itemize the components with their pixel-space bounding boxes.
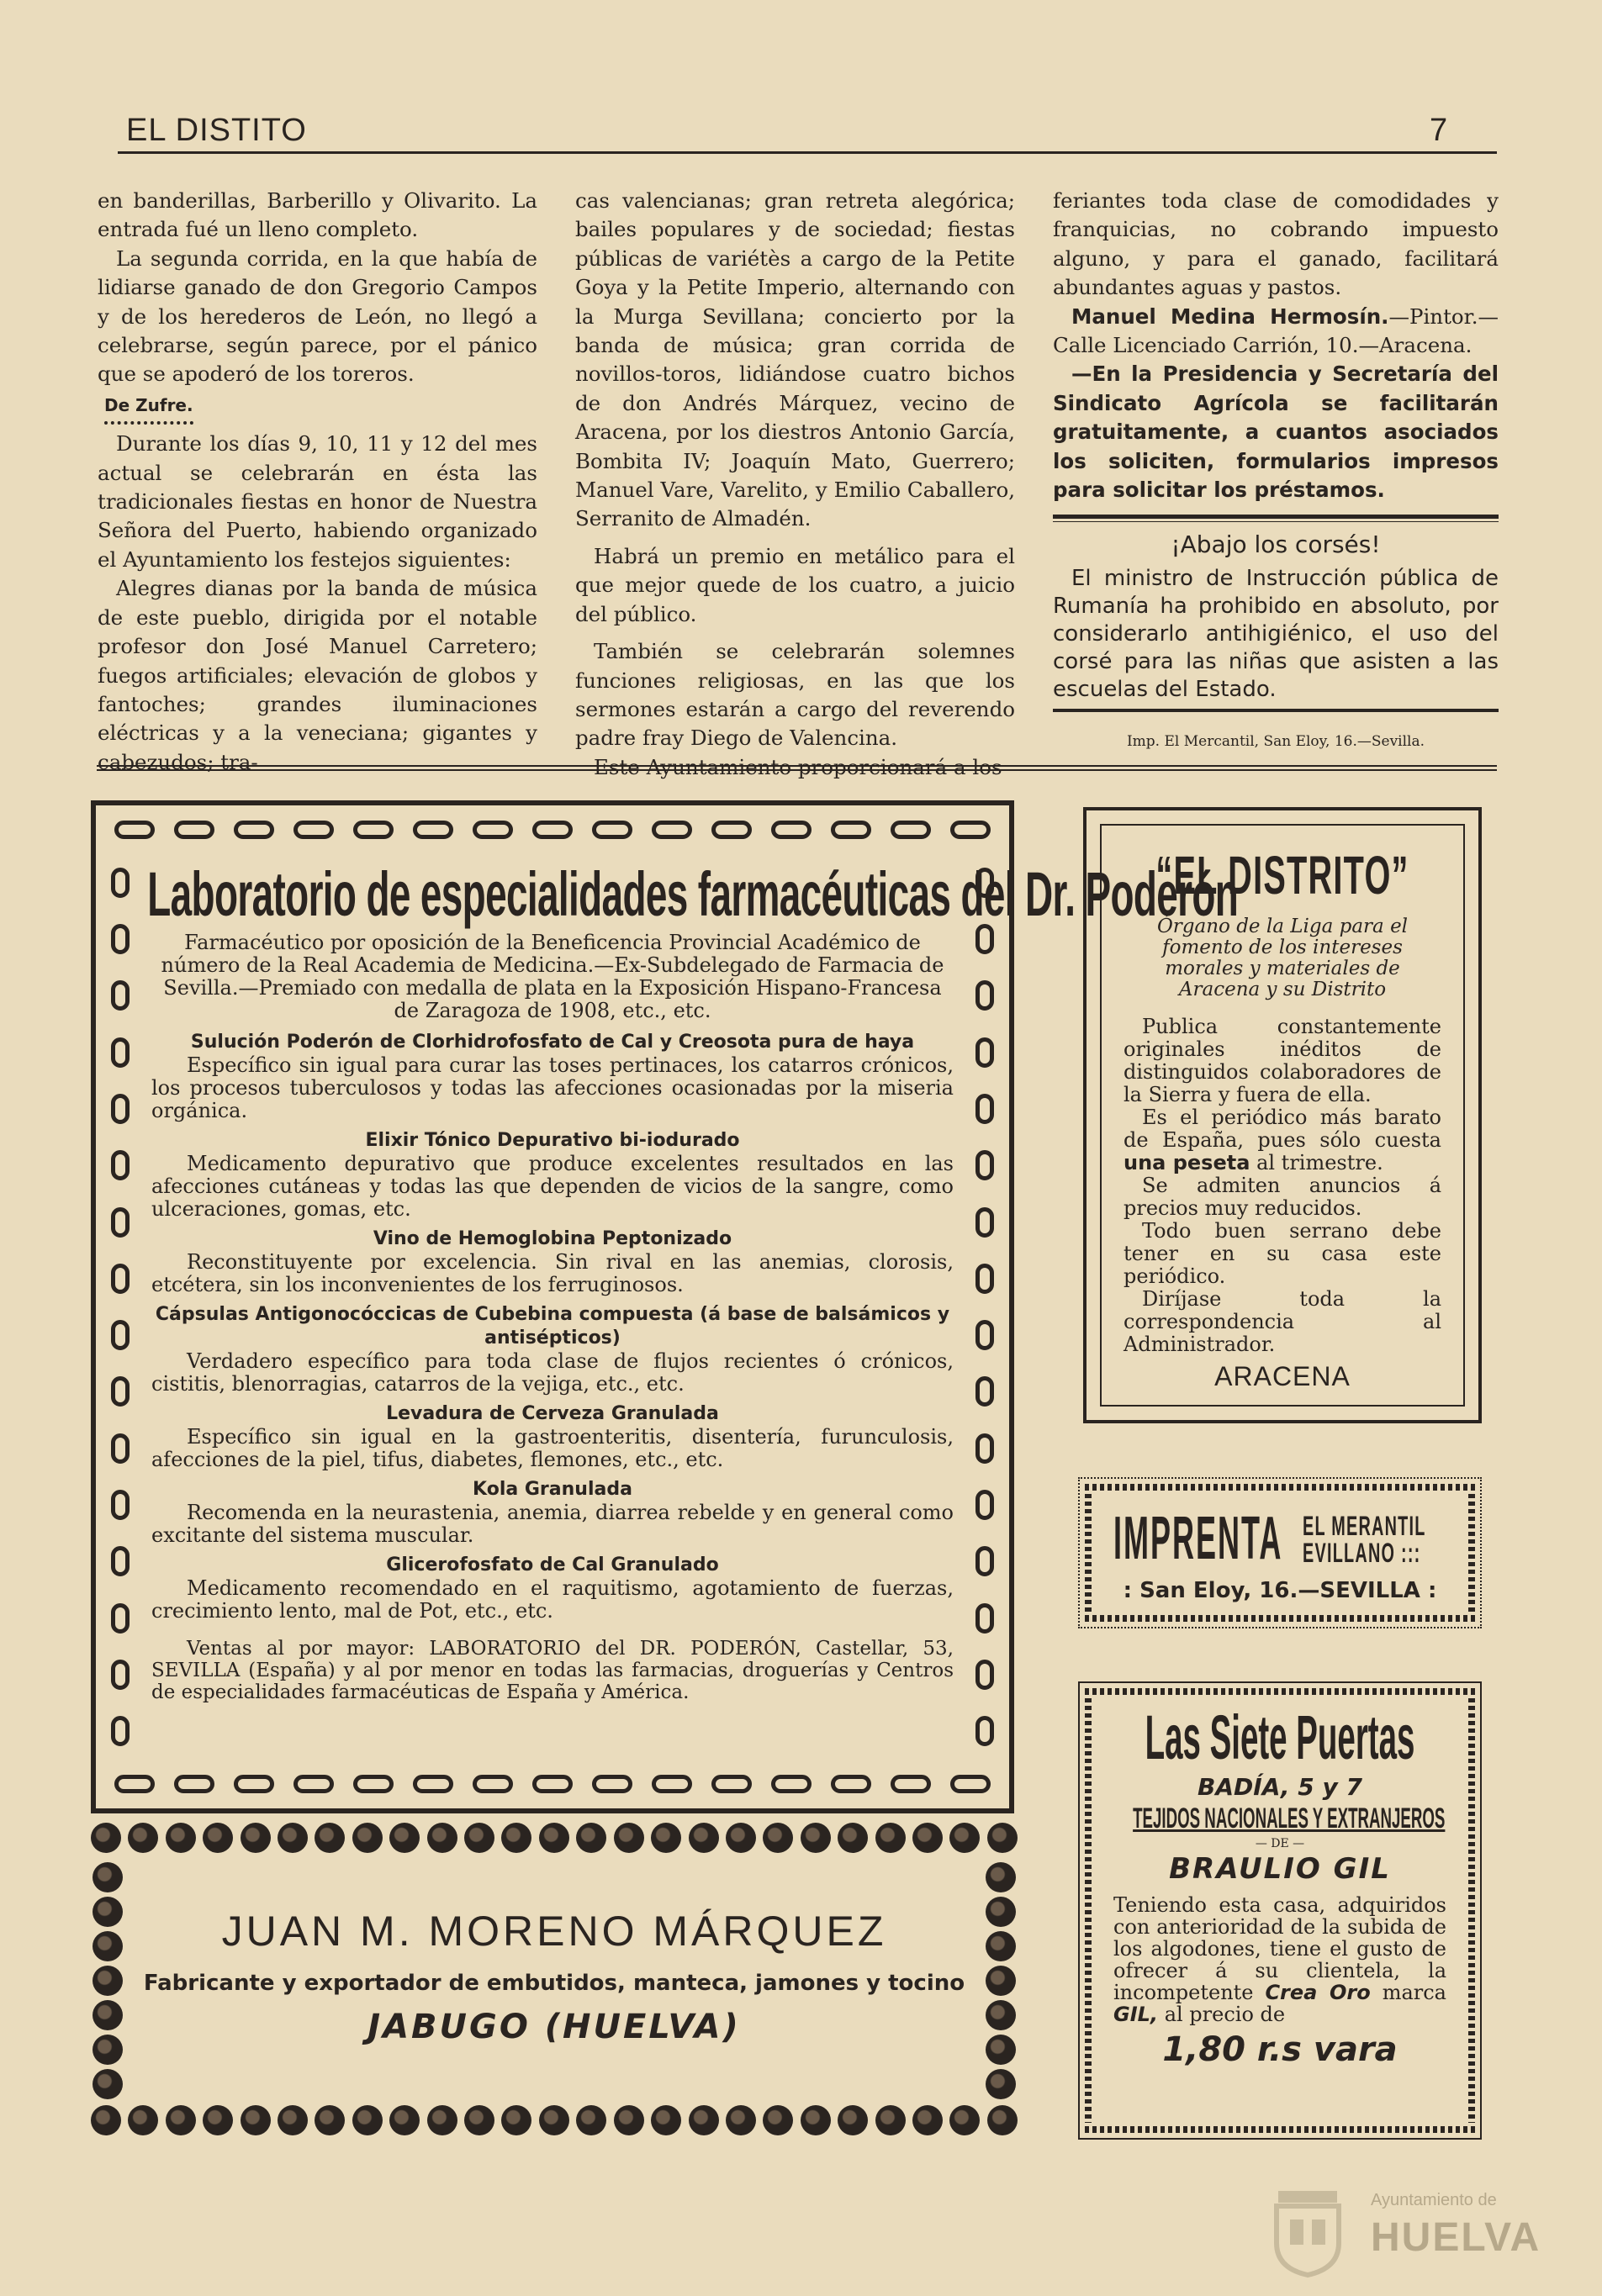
paragraph: Durante los días 9, 10, 11 y 12 del mes actual se celebrarán en ésta las tradicionales fiestas en honor de Nuestra Señora del Puerto, habiendo organizado el Ayuntamiento los festejos siguientes: [98, 431, 537, 572]
dot-border-left [91, 1860, 124, 2102]
watermark [1261, 2186, 1541, 2278]
newspaper-title: EL DISTITO [126, 113, 307, 148]
watermark-line-1: Ayuntamiento de [1371, 2191, 1497, 2209]
product-name: Levadura de Cerveza Granulada [386, 1403, 719, 1424]
ad-title: Las Siete Puertas [1145, 1702, 1415, 1772]
ad-footer: Ventas al por mayor: LABORATORIO del DR. PODERÓN, Castellar, 53, SEVILLA (España) y al por menor en todas las farmacias, droguerías y Centros de especialidades farmacéuticas de España y América. [151, 1638, 954, 1703]
text: Es el periódico más barato de España, pues sólo cuesta [1124, 1106, 1441, 1152]
text: al precio de [1164, 2003, 1286, 2026]
section-divider [97, 769, 1497, 771]
dotted-border-top [1085, 1484, 1475, 1491]
watermark-line-2: HUELVA [1371, 2215, 1541, 2260]
ad-address: : San Eloy, 16.—SEVILLA : [1123, 1578, 1437, 1603]
paragraph: Habrá un premio en metálico para el que mejor quede de los cuatro, a juicio del público. [575, 543, 1015, 626]
product-name: Glicerofosfato de Cal Granulado [386, 1554, 719, 1576]
paragraph: También se celebrarán solemnes funciones religiosas, en las que los sermones estarán a cargo del reverendo padre fray Diego de Valencina. [575, 639, 1015, 751]
paragraph [1124, 1106, 1441, 1174]
product-list [151, 1031, 954, 1623]
product-description: Verdadero específico para toda clase de flujos recientes ó crónicos, cistitis, blenorragias, catarros de la vejiga, etc., etc. [151, 1349, 954, 1396]
ad-connector: — DE — [1255, 1837, 1305, 1850]
dotted-border-right [1468, 1698, 1475, 2123]
paragraph: en banderillas, Barberillo y Olivarito. La entrada fué un lleno completo. [98, 188, 537, 242]
box-rule [1053, 515, 1499, 522]
ad-moreno-marquez [91, 1823, 1018, 2139]
chain-border-left [103, 854, 138, 1760]
ad-title: IMPRENTA [1113, 1505, 1283, 1572]
ad-title: “EL DISTRITO” [1155, 845, 1409, 905]
paragraph: Se admiten anuncios á precios muy reducidos. [1124, 1174, 1441, 1220]
ad-title: Laboratorio de especialidades farmacéuticas del Dr. Poderón [147, 859, 1239, 929]
chain-border-top [104, 812, 1001, 847]
dot-border-top [91, 1823, 1018, 1856]
article-column-1 [98, 187, 537, 777]
product-name: Sulución Poderón de Clorhidrofosfato de Cal y Creosota pura de haya [190, 1032, 915, 1053]
ad-address: BADÍA, 5 y 7 [1198, 1773, 1362, 1801]
dot-border-right [984, 1860, 1018, 2102]
ad-body [141, 1873, 967, 2088]
product-description: Específico sin igual para curar las toses pertinaces, los catarros crónicos, los procesos tuberculosos y todas las afecciones ocasionadas por la miseria orgánica. [151, 1053, 954, 1122]
price-highlight: una peseta [1124, 1151, 1250, 1174]
paragraph: Todo buen serrano debe tener en su casa este periódico. [1124, 1219, 1441, 1288]
product-name: Elixir Tónico Depurativo bi-iodurado [365, 1130, 740, 1151]
section-divider [97, 765, 1497, 767]
business-name: JUAN M. MORENO MÁRQUEZ [221, 1908, 887, 1955]
text: al trimestre. [1256, 1151, 1383, 1174]
product-description: Medicamento recomendado en el raquitismo, agotamiento de fuerzas, crecimiento lento, mal de Pot, etc., etc. [151, 1576, 954, 1623]
signature-name: Manuel Medina Hermosín. [1071, 303, 1389, 329]
text: Teniendo esta casa, adquiridos con anterioridad de la subida de los algodones, tiene el gusto de ofrecer á su clientela, la incompetente [1113, 1893, 1446, 2004]
ad-body [1100, 824, 1465, 1407]
paragraph: La segunda corrida, en la que había de lidiarse ganado de don Gregorio Campos y de los herederos de León, no llegó a celebrarse, según parece, por el pánico que se apoderó de los toreros. [98, 245, 537, 387]
brand-name: GIL, [1113, 2003, 1159, 2026]
product-description: Específico sin igual en la gastroenteritis, disentería, furunculosis, afecciones de la piel, tifus, diabetes, flemones, etc., etc. [151, 1425, 954, 1471]
article-column-2 [575, 187, 1015, 782]
subtitle-line: EVILLANO ::: [1303, 1538, 1421, 1568]
section-heading: De Zufre. [104, 391, 193, 425]
notice: —En la Presidencia y Secretaría del Sindicato Agrícola se facilitarán gratuitamente, a cuantos asociados los soliciten, formularios impresos para solicitar los préstamos. [1053, 362, 1499, 503]
paragraph: Diríjase toda la correspondencia al Administrador. [1124, 1287, 1441, 1356]
ad-text [1113, 1894, 1446, 2025]
subtitle-line: EL MERANTIL [1303, 1511, 1426, 1541]
header-rule [118, 151, 1497, 154]
imprint: Imp. El Mercantil, San Eloy, 16.—Sevilla. [1126, 732, 1425, 750]
signature-details: —Pintor.— Calle Licenciado Carrión, 10.—Aracena. [1053, 303, 1499, 358]
ad-subtitle [1303, 1512, 1426, 1566]
paragraph: feriantes toda clase de comodidades y franquicias, no cobrando impuesto alguno, y para el ganado, facilitará abundantes aguas y pastos. [1053, 188, 1499, 300]
signature [1053, 303, 1499, 361]
dotted-border-top [1085, 1688, 1475, 1695]
box-text: El ministro de Instrucción pública de Rumanía ha prohibido en absoluto, por considerarlo antihigiénico, el uso del corsé para las niñas que asisten a las escuelas del Estado. [1053, 565, 1499, 702]
product-description: Reconstituyente por excelencia. Sin rival en las anemias, clorosis, etcétera, sin los inconvenientes de los ferruginosos. [151, 1250, 954, 1296]
product-name: Kola Granulada [473, 1479, 632, 1500]
paragraph: Publica constantemente originales inéditos de distinguidos colaboradores de la Sierra y fuera de ella. [1124, 1015, 1441, 1106]
business-location: JABUGO (HUELVA) [367, 2008, 741, 2046]
paragraph: Alegres dianas por la banda de música de este pueblo, dirigida por el notable profesor don José Manuel Carretero; fuegos artificiales; elevación de globos y fantoches; grandes iluminaciones eléctricas y a la veneciana; gigantes y cabezudos; tra- [98, 576, 537, 774]
product-name: Crea Oro [1265, 1981, 1371, 2004]
owner-name: BRAULIO GIL [1169, 1852, 1391, 1886]
ad-siete-puertas [1078, 1681, 1482, 2140]
dotted-border-bottom [1085, 2126, 1475, 2133]
ad-footer: ARACENA [1214, 1361, 1351, 1391]
price: 1,80 r.s vara [1162, 2030, 1398, 2069]
box-rule-bottom [1053, 709, 1499, 712]
dotted-border-left [1085, 1698, 1092, 2123]
product-description: Medicamento depurativo que produce excelentes resultados en las afecciones cutáneas y todas las que dependen de vicios de la sangre, como ulceraciones, gomas, etc. [151, 1152, 954, 1221]
business-description: Fabricante y exportador de embutidos, manteca, jamones y tocino [143, 1971, 965, 1996]
product-description: Recomenda en la neurastenia, anemia, diarrea rebelde y en general como excitante del sistema muscular. [151, 1501, 954, 1547]
ad-intro: Farmacéutico por oposición de la Beneficencia Provincial Académico de número de la Real Academia de Medicina.—Ex-Subdelegado de Farmacia de Sevilla.—Premiado con medalla de plata en la Exposición Hispano-Francesa de Zaragoza de 1908, etc., etc. [161, 931, 944, 1022]
box-title: ¡Abajo los corsés! [1171, 530, 1381, 559]
ad-subtitle: Órgano de la Liga para el fomento de los intereses morales y materiales de Aracena y su Distrito [1156, 916, 1409, 1000]
page-number: 7 [1430, 113, 1448, 148]
ad-text [1124, 1016, 1441, 1356]
chain-border-right [967, 854, 1002, 1760]
dot-border-bottom [91, 2105, 1018, 2139]
ad-el-distrito [1083, 807, 1482, 1423]
article-column-3 [1053, 187, 1499, 756]
ad-body [1113, 1702, 1446, 2119]
text: marca [1382, 1981, 1446, 2004]
ad-imprenta [1078, 1477, 1482, 1628]
chain-border-bottom [104, 1766, 1001, 1802]
paragraph: Este Ayuntamiento proporcionará a los [594, 754, 1002, 779]
paragraph: cas valencianas; gran retreta alegórica; bailes populares y de sociedad; fiestas públicas de variétès a cargo de la Petite Goya y la Petite Imperio, alternando con la Murga Sevillana; concierto por la banda de música; gran corrida de novillos-toros, lidiándose cuatro bichos de don Andrés Márquez, vecino de Aracena, por los diestros Antonio García, Bombita IV; Joaquín Mato, Guerrero; Manuel Vare, Varelito, y Emilio Caballero, Serranito de Almadén. [575, 188, 1015, 531]
product-name: Vino de Hemoglobina Peptonizado [373, 1228, 732, 1249]
product-name: Cápsulas Antigonocóccicas de Cubebina compuesta (á base de balsámicos y antisépticos) [155, 1304, 950, 1349]
coat-of-arms-icon [1261, 2186, 1354, 2278]
ad-tagline: TEJIDOS NACIONALES Y EXTRANJEROS [1133, 1802, 1446, 1834]
dotted-border-bottom [1085, 1615, 1475, 1622]
